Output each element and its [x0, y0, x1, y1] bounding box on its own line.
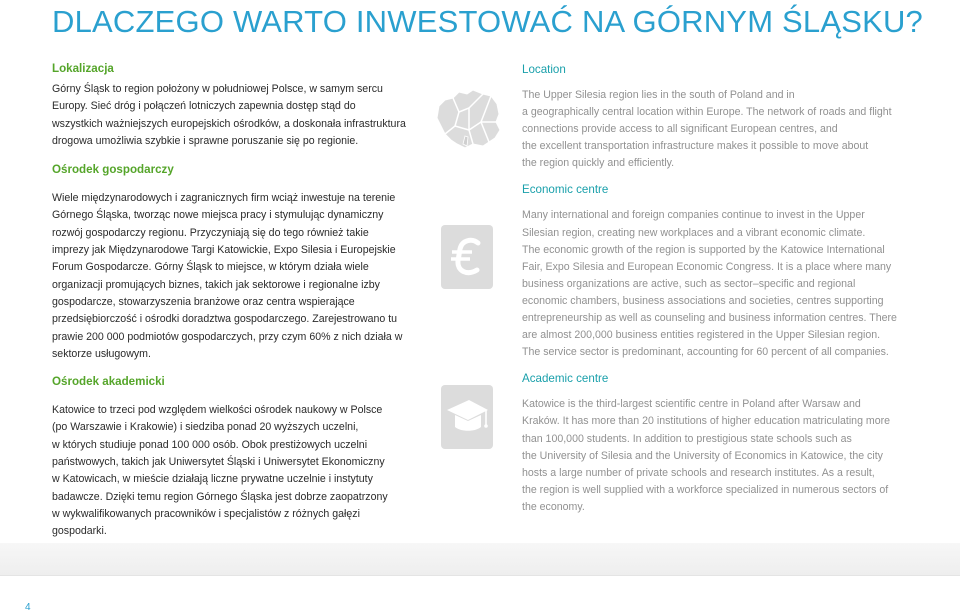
text-line: The Upper Silesia region lies in the south of Poland and in — [522, 89, 795, 101]
section-body — [52, 402, 424, 540]
euro-icon — [441, 225, 493, 289]
text-line: (po Warszawie i Krakowie) i siedziba ponad 20 wyższych uczelni, — [52, 421, 359, 434]
text-line: Many international and foreign companies continue to invest in the Upper — [522, 209, 865, 222]
section-heading: Lokalizacja — [52, 62, 114, 75]
section-body — [522, 207, 910, 361]
footer-divider — [0, 575, 960, 576]
text-line: prawie 200 000 podmiotów gospodarczych, przy czym 60% z nich działa w — [52, 330, 403, 343]
text-line: w wykwalifikowanych pracowników i specjalistów z różnych gałęzi — [52, 507, 360, 520]
text-line: the region is well supplied with a workforce specialized in numerous sectors of — [522, 483, 889, 496]
text-line: entrepreneurship as well as counseling and business information centres. There — [522, 312, 897, 325]
text-line: than 100,000 students. In addition to prestigious state schools such as — [522, 432, 852, 445]
text-line: drogowa umożliwia szybkie i sprawne poruszanie się po regionie. — [52, 134, 359, 147]
text-line: wszystkich ważniejszych europejskich ośrodków, a doskonała infrastruktura — [52, 117, 406, 130]
text-line: the region quickly and efficiently. — [522, 157, 675, 170]
text-line: badawcze. Dzięki temu region Górnego Śląska jest dobrze zaopatrzony — [52, 490, 388, 503]
section-body — [522, 396, 910, 516]
text-line: w Katowicach, w mieście działają liczne prywatne uczelnie i instytuty — [52, 473, 373, 486]
graduation-cap-icon — [441, 385, 493, 449]
text-line: rozwój gospodarczy regionu. Przyczyniają się do tego również takie — [52, 226, 369, 239]
text-line: w których studiuje ponad 100 000 osób. Obok prestiżowych uczelni — [52, 438, 368, 451]
text-line: Kraków. It has more than 20 institutions of higher education matriculating more — [522, 415, 891, 428]
section-location-en — [522, 62, 910, 172]
text-line: a geographically central location within Europe. The network of roads and flight — [522, 106, 892, 119]
english-column — [522, 62, 910, 516]
section-heading: Academic centre — [522, 372, 609, 386]
text-line: imprezy jak Międzynarodowe Targi Katowickie, Expo Silesia i Europejskie — [52, 244, 396, 257]
section-heading: Location — [522, 63, 566, 76]
text-line: gospodarcze, stowarzyszenia branżowe oraz centra wspierające — [52, 295, 355, 308]
poland-map-icon — [433, 86, 505, 154]
section-heading: Ośrodek akademicki — [52, 375, 165, 389]
text-line: organizacji promujących biznes, takich jak sektorowe i regionalne izby — [52, 278, 380, 291]
polish-column — [52, 61, 424, 541]
section-body — [52, 190, 424, 363]
footer-band — [0, 543, 960, 575]
text-line: Wiele międzynarodowych i zagranicznych firm wciąż inwestuje na terenie — [52, 192, 396, 205]
text-line: the University of Silesia and the University of Economics in Katowice, the city — [522, 449, 883, 462]
text-line: the economy. — [522, 500, 585, 513]
section-academic-pl — [52, 374, 424, 540]
section-location-pl — [52, 61, 424, 150]
text-line: are almost 200,000 business entities registered in the Upper Silesian region. — [522, 329, 881, 342]
text-line: Forum Gospodarcze. Górny Śląsk to miejsce, w którym działa wiele — [52, 261, 369, 274]
section-body — [522, 87, 910, 172]
section-economic-pl — [52, 162, 424, 363]
text-line: Katowice is the third-largest scientific centre in Poland after Warsaw and — [522, 398, 861, 411]
text-line: Europy. Sieć dróg i połączeń lotniczych zapewnia dostęp stąd do — [52, 100, 356, 113]
text-line: Silesian region, creating new workplaces and a vibrant economic climate. — [522, 226, 866, 239]
text-line: the excellent transportation infrastructure makes it possible to move about — [522, 140, 869, 153]
text-line: Katowice to trzeci pod względem wielkości ośrodek naukowy w Polsce — [52, 404, 383, 417]
text-line: gospodarki. — [52, 525, 107, 538]
text-line: connections provide access to all significant European centres, and — [522, 123, 838, 136]
text-line: hosts a large number of private schools and research institutes. As a result, — [522, 466, 875, 479]
text-line: economic chambers, business associations and societies, centres supporting — [522, 294, 884, 307]
section-heading: Economic centre — [522, 183, 609, 197]
text-line: Górnego Śląska, tworząc nowe miejsca pracy i stymulując dynamiczny — [52, 209, 384, 222]
text-line: państwowych, takich jak Uniwersytet Śląski i Uniwersytet Ekonomiczny — [52, 456, 385, 469]
text-line: Fair, Expo Silesia and European Economic Congress. It is a place where many — [522, 260, 892, 273]
section-economic-en — [522, 182, 910, 361]
page-number: 4 — [25, 602, 31, 613]
section-academic-en — [522, 371, 910, 516]
text-line: The service sector is predominant, accounting for 60 percent of all companies. — [522, 346, 889, 359]
text-line: przedsiębiorczość i ośrodki doradztwa gospodarczego. Zarejestrowano tu — [52, 313, 398, 326]
text-line: sektorze usługowym. — [52, 347, 151, 360]
page-title: DLACZEGO WARTO INWESTOWAĆ NA GÓRNYM ŚLĄSKU? — [52, 4, 923, 39]
text-line: Górny Śląsk to region położony w południowej Polsce, w samym sercu — [52, 83, 383, 95]
section-body — [52, 81, 424, 150]
text-line: business organizations are active, such as sector–specific and regional — [522, 277, 856, 290]
section-heading: Ośrodek gospodarczy — [52, 163, 174, 177]
text-line: The economic growth of the region is supported by the Katowice International — [522, 243, 885, 256]
